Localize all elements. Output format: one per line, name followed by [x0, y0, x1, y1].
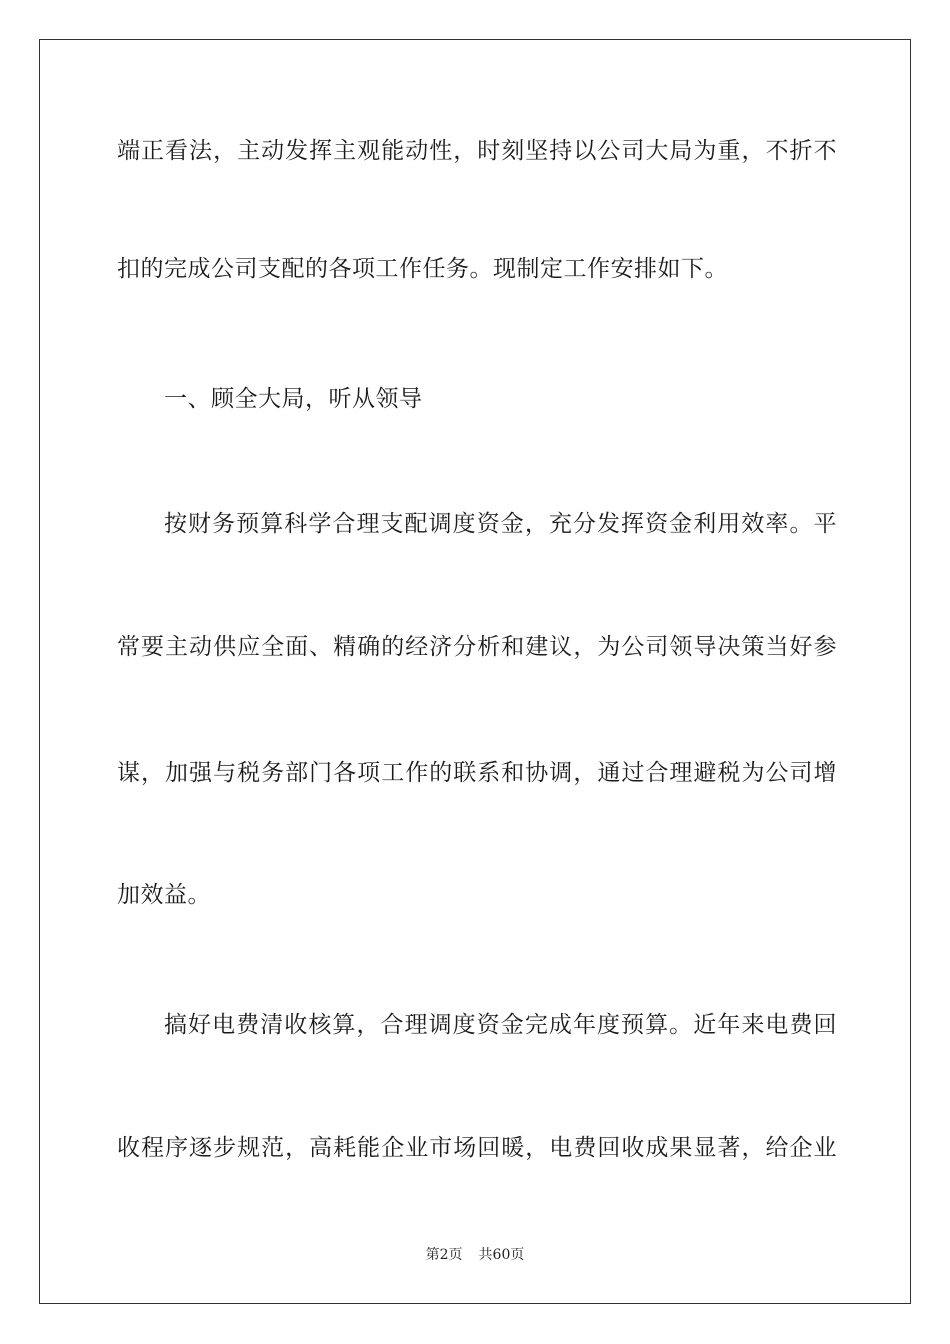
body-line-1: 端正看法，主动发挥主观能动性，时刻坚持以公司大局为重，不折不 [117, 138, 837, 164]
body-line-7: 加效益。 [117, 882, 211, 908]
body-line-5: 常要主动供应全面、精确的经济分析和建议，为公司领导决策当好参 [117, 634, 837, 660]
body-line-4: 按财务预算科学合理支配调度资金，充分发挥资金利用效率。平 [164, 511, 837, 537]
body-line-6: 谋，加强与税务部门各项工作的联系和协调，通过合理避税为公司增 [117, 760, 837, 786]
page-number: 第2页 [425, 1247, 463, 1263]
page-footer [0, 1245, 950, 1265]
page-border [39, 39, 911, 1304]
body-line-9: 收程序逐步规范，高耗能企业市场回暖，电费回收成果显著，给企业 [117, 1135, 837, 1161]
body-line-2: 扣的完成公司支配的各项工作任务。现制定工作安排如下。 [117, 256, 728, 282]
page-total: 共60页 [478, 1247, 525, 1263]
body-line-8: 搞好电费清收核算，合理调度资金完成年度预算。近年来电费回 [164, 1012, 837, 1038]
section-heading: 一、顾全大局，听从领导 [164, 386, 423, 412]
